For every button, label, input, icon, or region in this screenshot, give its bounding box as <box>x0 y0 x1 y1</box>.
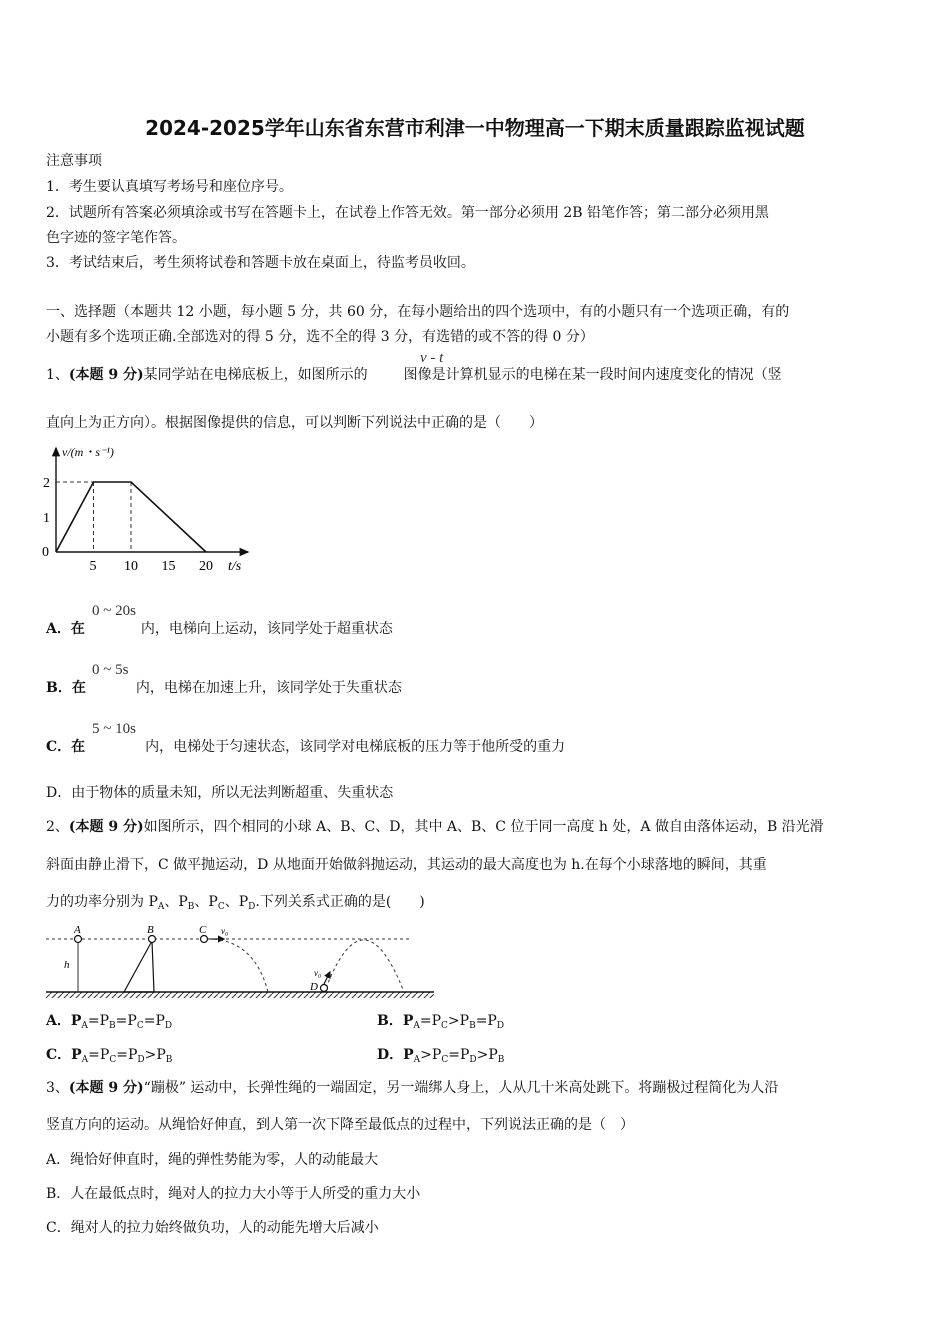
q1-c-label: C．在 <box>46 739 86 755</box>
q1-b-range: 0 ~ 5s <box>92 662 129 678</box>
q1-prefix: 1、 <box>46 367 69 383</box>
notice-heading: 注意事项 <box>46 153 102 169</box>
x-tick-label: 20 <box>199 559 213 574</box>
ball-d <box>321 985 328 992</box>
ball-b <box>149 936 156 943</box>
q1-c-text: 内，电梯处于匀速状态，该同学对电梯底板的压力等于他所受的重力 <box>145 739 566 755</box>
ball-b-label: B <box>147 924 154 936</box>
q2-option-c: C．$P_A=P_C=P_D>P_B$ <box>46 1047 173 1065</box>
notice-item: 2．试题所有答案必须填涂或书写在答题卡上，在试卷上作答无效。第一部分必须用 2B 铅笔作答；第二部分必须用黑 <box>46 205 769 221</box>
q2-prefix: 2、 <box>46 819 69 835</box>
q1-a-label: A．在 <box>46 621 85 637</box>
notice-item: 3．考试结束后，考生须将试卷和答题卡放在桌面上，待监考员收回。 <box>46 255 475 271</box>
q1-option-a <box>46 620 393 638</box>
notice-item: 色字迹的签字笔作答。 <box>46 230 186 246</box>
ball-a <box>75 936 82 943</box>
q3-line2: 竖直方向的运动。从绳恰好伸直，到人第一次下降至最低点的过程中，下列说法正确的是（ ） <box>46 1117 634 1133</box>
balls-motion-figure <box>44 922 436 1000</box>
ball-c-velocity-label: v₀ <box>221 926 229 936</box>
ground-hatch <box>46 992 434 998</box>
ball-c <box>201 936 208 943</box>
q2-line1 <box>46 818 824 836</box>
q3-option-b: B．人在最低点时，绳对人的拉力大小等于人所受的重力大小 <box>46 1186 421 1202</box>
q1-a-range: 0 ~ 20s <box>92 603 136 619</box>
q1-c-range: 5 ~ 10s <box>92 721 136 737</box>
vt-chart <box>40 440 255 580</box>
q2-option-d: D．$P_A>P_C=P_D>P_B$ <box>377 1047 505 1065</box>
q2-option-a: A．$P_A=P_B=P_C=P_D$ <box>46 1013 173 1031</box>
q1-text1: 某同学站在电梯底板上，如图所示的 <box>143 367 368 383</box>
notice-item: 1．考生要认真填写考场号和座位序号。 <box>46 179 293 195</box>
q3-option-a: A．绳恰好伸直时，绳的弹性势能为零，人的动能最大 <box>46 1152 379 1168</box>
ball-d-label: D <box>310 981 318 993</box>
q1-option-c <box>46 738 565 756</box>
ball-a-label: A <box>74 924 81 936</box>
x-tick-label: 15 <box>161 559 176 574</box>
section-heading-cont: 小题有多个选项正确.全部选对的得 5 分，选不全的得 3 分，有选错的或不答的得 0 分） <box>46 329 594 345</box>
ball-d-velocity-arrow <box>324 972 330 984</box>
q1-vt-formula: v - t <box>420 350 444 366</box>
q1-option-d: D．由于物体的质量未知，所以无法判断超重、失重状态 <box>46 785 394 801</box>
height-label: h <box>64 959 70 971</box>
q2-text1: 如图所示，四个相同的小球 A、B、C、D，其中 A、B、C 位于同一高度 h 处，A 做自由落体运动，B 沿光滑 <box>143 819 824 835</box>
q2-line3: 力的功率分别为 $P_A$、$P_B$、$P_C$、$P_D$.下列关系式正确的是( ) <box>46 894 425 912</box>
y-axis-label: v/(m・s⁻¹) <box>62 445 114 459</box>
ball-c-trajectory <box>208 939 268 992</box>
q3-option-c: C．绳对人的拉力始终做负功，人的动能先增大后减小 <box>46 1220 379 1236</box>
q3-line1: 3、(本题 9 分)“蹦极” 运动中，长弹性绳的一端固定，另一端绑人身上，人从几十米高处跳下。将蹦极过程简化为人沿 <box>46 1080 779 1096</box>
q1-text2: 图像是计算机显示的电梯在某一段时间内速度变化的情况（竖 <box>403 367 782 383</box>
x-tick-label: 10 <box>124 559 138 574</box>
x-tick-label: 5 <box>89 559 97 574</box>
q2-option-b: B．$P_A=P_C>P_B=P_D$ <box>377 1013 505 1031</box>
q1-b-text: 内，电梯在加速上升，该同学处于失重状态 <box>135 680 402 696</box>
q1-a-text: 内，电梯向上运动，该同学处于超重状态 <box>140 621 393 637</box>
page-title: 2024-2025学年山东省东营市利津一中物理高一下期末质量跟踪监视试题 <box>145 116 805 140</box>
ball-c-label: C <box>199 924 207 936</box>
q1-b-label: B．在 <box>46 680 86 696</box>
q1-line3: 直向上为正方向）。根据图像提供的信息，可以判断下列说法中正确的是（ ） <box>46 415 543 431</box>
y-tick-label: 0 <box>42 545 49 560</box>
ball-d-trajectory <box>326 940 404 992</box>
y-tick-label: 2 <box>43 476 50 491</box>
q1-option-b <box>46 679 402 697</box>
q1-score: (本题 9 分) <box>68 367 144 383</box>
x-axis-label: t/s <box>228 559 242 574</box>
ball-d-velocity-label: v₀ <box>314 968 322 978</box>
q1-line1 <box>46 366 782 384</box>
q2-score: (本题 9 分) <box>68 819 144 835</box>
section-heading: 一、选择题（本题共 12 小题，每小题 5 分，共 60 分，在每小题给出的四个选项中，有的小题只有一个选项正确，有的 <box>46 304 790 320</box>
q2-line2: 斜面由静止滑下，C 做平抛运动，D 从地面开始做斜抛运动，其运动的最大高度也为 h.在每个小球落地的瞬间，其重 <box>46 857 767 873</box>
y-tick-label: 1 <box>43 511 50 526</box>
incline <box>124 941 154 992</box>
